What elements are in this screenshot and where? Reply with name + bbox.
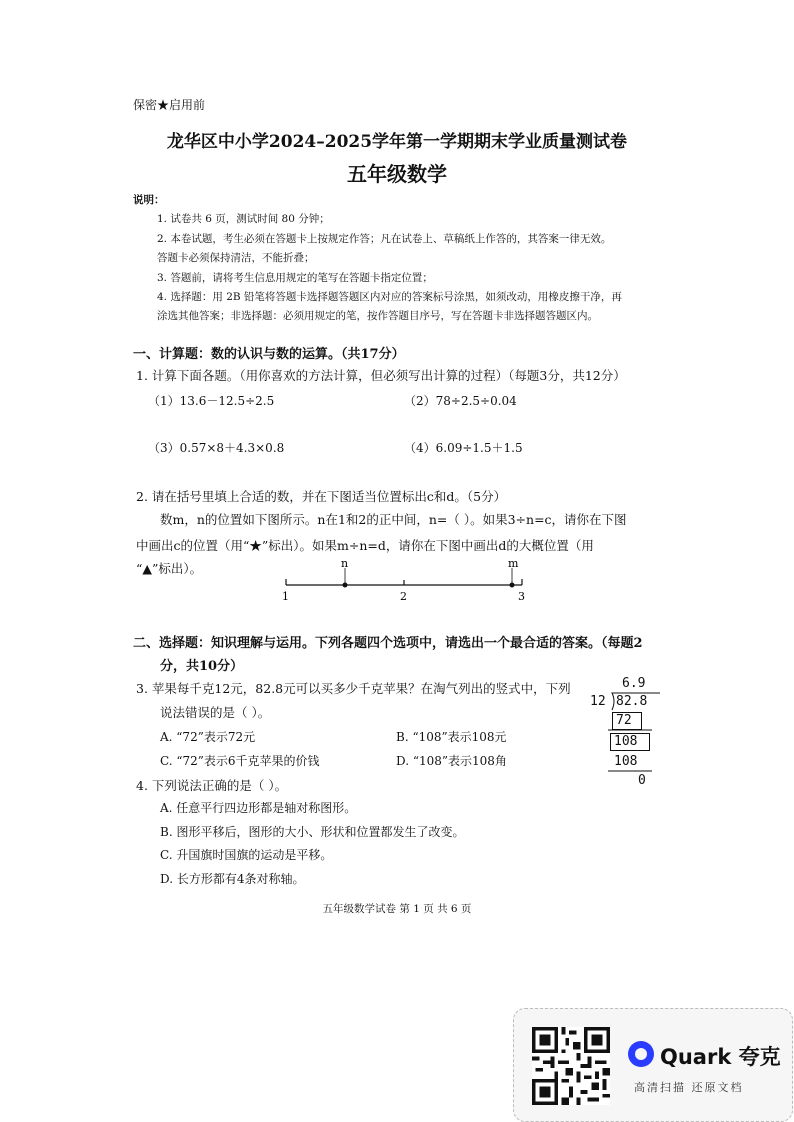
q4-option-a: A. 任意平行四边形都是轴对称图形。 (160, 801, 357, 815)
q3-option-c: C. “72”表示6千克苹果的价钱 (160, 754, 320, 768)
q2-line1: 数m，n的位置如下图所示。n在1和2的正中间，n=（ ）。如果3÷n=c，请你在下图 (160, 512, 627, 527)
point-m (510, 583, 515, 588)
quark-brand-name: Quark 夸克 (660, 1045, 781, 1069)
division-rule-1 (608, 728, 654, 732)
q2-line3: “▲”标出）。 (136, 561, 203, 576)
q1-item-3: （3）0.57×8＋4.3×0.8 (148, 441, 285, 455)
q1-stem: 1. 计算下面各题。（用你喜欢的方法计算，但必须写出计算的过程）（每题3分，共12分） (136, 368, 626, 383)
tick-1-label: 1 (282, 590, 289, 603)
q1-item-4: （4）6.09÷1.5＋1.5 (404, 441, 523, 455)
note-item: 涂选其他答案；非选择题：必须用规定的笔，按作答题目序号，写在答题卡非选择题答题区内。 (157, 310, 598, 322)
quark-logo-icon (628, 1041, 654, 1067)
note-item: 3. 答题前，请将考生信息用规定的笔写在答题卡指定位置； (157, 272, 433, 284)
division-divisor: 12 (590, 694, 606, 709)
q1-item-1: （1）13.6－12.5÷2.5 (148, 394, 275, 408)
point-m-label: m (508, 557, 519, 570)
note-item: 1. 试卷共 6 页，测试时间 80 分钟； (157, 213, 330, 225)
q3-option-a: A. “72”表示72元 (160, 730, 256, 744)
q2-line2: 中画出c的位置（用“★”标出）。如果m÷n=d，请你在下图中画出d的大概位置（用 (136, 538, 594, 553)
q4-option-d: D. 长方形都有4条对称轴。 (160, 872, 305, 886)
section1-heading: 一、计算题：数的认识与数的运算。（共17分） (133, 347, 405, 362)
division-remainder: 0 (638, 773, 646, 788)
section2-heading: 二、选择题：知识理解与运用。下列各题四个选项中，请选出一个最合适的答案。（每题2 (133, 636, 643, 651)
q2-stem: 2. 请在括号里填上合适的数，并在下图适当位置标出c和d。（5分） (136, 489, 507, 504)
q1-item-2: （2）78÷2.5÷0.04 (404, 394, 517, 408)
q4-stem: 4. 下列说法正确的是（ ）。 (136, 778, 288, 793)
tick-3-label: 3 (518, 590, 525, 603)
point-n-label: n (341, 557, 349, 570)
quark-tagline: 高清扫描 还原文档 (634, 1081, 744, 1094)
exam-subtitle: 五年级数学 (347, 162, 447, 186)
note-item: 2. 本卷试题，考生必须在答题卡上按规定作答；凡在试卷上、草稿纸上作答的，其答案一律无效。 (157, 233, 612, 245)
division-quotient: 6.9 (622, 676, 646, 691)
note-item: 答题卡必须保持清洁，不能折叠； (157, 252, 315, 264)
q3-stem: 3. 苹果每千克12元，82.8元可以买多少千克苹果？在淘气列出的竖式中，下列 (136, 681, 571, 696)
exam-title: 龙华区中小学2024–2025学年第一学期期末学业质量测试卷 (166, 132, 628, 152)
tick-2-label: 2 (400, 590, 407, 603)
number-line (280, 556, 540, 606)
division-step1: 72 (616, 713, 632, 728)
q4-option-b: B. 图形平移后，图形的大小、形状和位置都发生了改变。 (160, 825, 465, 839)
notes-heading: 说明： (133, 194, 165, 206)
confidential-label: 保密★启用前 (133, 98, 206, 112)
section2-heading-cont: 分，共10分） (160, 659, 244, 674)
division-step2: 108 (614, 734, 638, 749)
q3-option-d: D. “108”表示108角 (396, 754, 507, 768)
quark-scan-card[interactable] (513, 1008, 793, 1122)
qr-code-icon[interactable] (532, 1027, 610, 1105)
q3-stem-cont: 说法错误的是（ ）。 (160, 705, 271, 720)
q3-option-b: B. “108”表示108元 (396, 730, 507, 744)
division-dividend: 82.8 (616, 694, 648, 709)
division-step3: 108 (614, 754, 638, 769)
note-item: 4. 选择题：用 2B 铅笔将答题卡选择题答题区内对应的答案标号涂黑，如须改动，用橡皮擦干净，再 (157, 291, 622, 303)
page-footer: 五年级数学试卷 第 1 页 共 6 页 (322, 903, 472, 915)
division-rule-2 (608, 769, 654, 773)
point-n (343, 583, 348, 588)
q4-option-c: C. 升国旗时国旗的运动是平移。 (160, 848, 333, 862)
